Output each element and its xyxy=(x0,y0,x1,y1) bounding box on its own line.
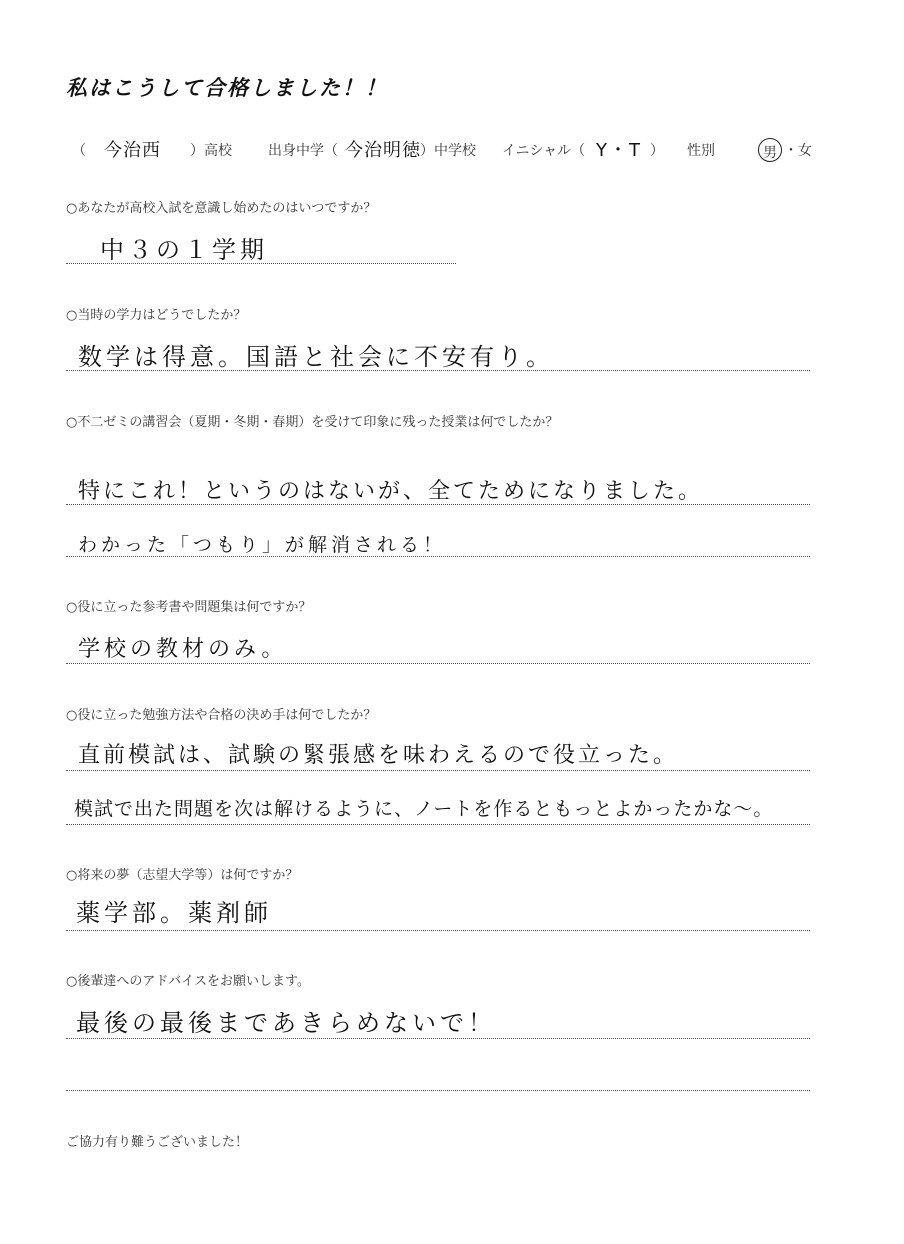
question-3: ○不二ゼミの講習会（夏期・冬期・春期）を受けて印象に残った授業は何でしたか？ xyxy=(66,415,559,430)
initial-suffix: ） xyxy=(650,143,664,159)
middle-school-label: 出身中学（ xyxy=(268,143,338,159)
answer-5a: 直前模試は、試験の緊張感を味わえるので役立った。 xyxy=(78,743,679,768)
answer-line xyxy=(66,504,810,505)
gender-male: 男 xyxy=(763,145,777,161)
answer-line xyxy=(66,263,456,264)
answer-1: 中３の１学期 xyxy=(100,236,268,264)
answer-5b: 模試で出た問題を次は解けるように、ノートを作るともっとよかったかな〜。 xyxy=(74,798,774,820)
question-5: ○役に立った勉強方法や合格の決め手は何でしたか？ xyxy=(66,708,377,723)
answer-line xyxy=(66,556,810,557)
high-school-label: ）高校 xyxy=(190,143,232,159)
gender-label: 性別 xyxy=(687,143,715,159)
answer-line xyxy=(66,770,810,771)
answer-3a: 特にこれ！というのはないが、全てためになりました。 xyxy=(78,479,704,504)
answer-4: 学校の教材のみ。 xyxy=(78,637,288,662)
page-title: 私はこうして合格しました！！ xyxy=(66,76,388,100)
initial-label: イニシャル（ xyxy=(502,143,586,159)
initial-value: Y・T xyxy=(596,140,642,161)
answer-line xyxy=(66,930,810,931)
answer-6: 薬学部。薬剤師 xyxy=(76,899,272,927)
question-2: ○当時の学力はどうでしたか？ xyxy=(66,308,247,323)
question-1: ○あなたが高校入試を意識し始めたのはいつですか？ xyxy=(66,201,377,216)
high-school-value: 今治西 xyxy=(104,140,161,161)
paren-open: （ xyxy=(72,143,86,159)
question-6: ○将来の夢（志望大学等）は何ですか？ xyxy=(66,868,299,883)
answer-7: 最後の最後まであきらめないで！ xyxy=(76,1009,496,1037)
answer-2: 数学は得意。国語と社会に不安有り。 xyxy=(78,343,554,371)
middle-school-value: 今治明徳 xyxy=(345,140,421,161)
answer-line xyxy=(66,824,810,825)
question-7: ○後輩達へのアドバイスをお願いします。 xyxy=(66,974,310,989)
closing-message: ご協力有り難うございました！ xyxy=(66,1135,249,1150)
answer-line xyxy=(66,370,810,371)
answer-line xyxy=(66,1090,810,1091)
middle-school-suffix: ）中学校 xyxy=(420,143,476,159)
question-4: ○役に立った参考書や問題集は何ですか？ xyxy=(66,600,312,615)
gender-female: ・女 xyxy=(784,143,812,159)
answer-line xyxy=(66,1038,810,1039)
answer-3b: わかった「つもり」が解消される！ xyxy=(78,534,447,556)
answer-line xyxy=(66,663,810,664)
